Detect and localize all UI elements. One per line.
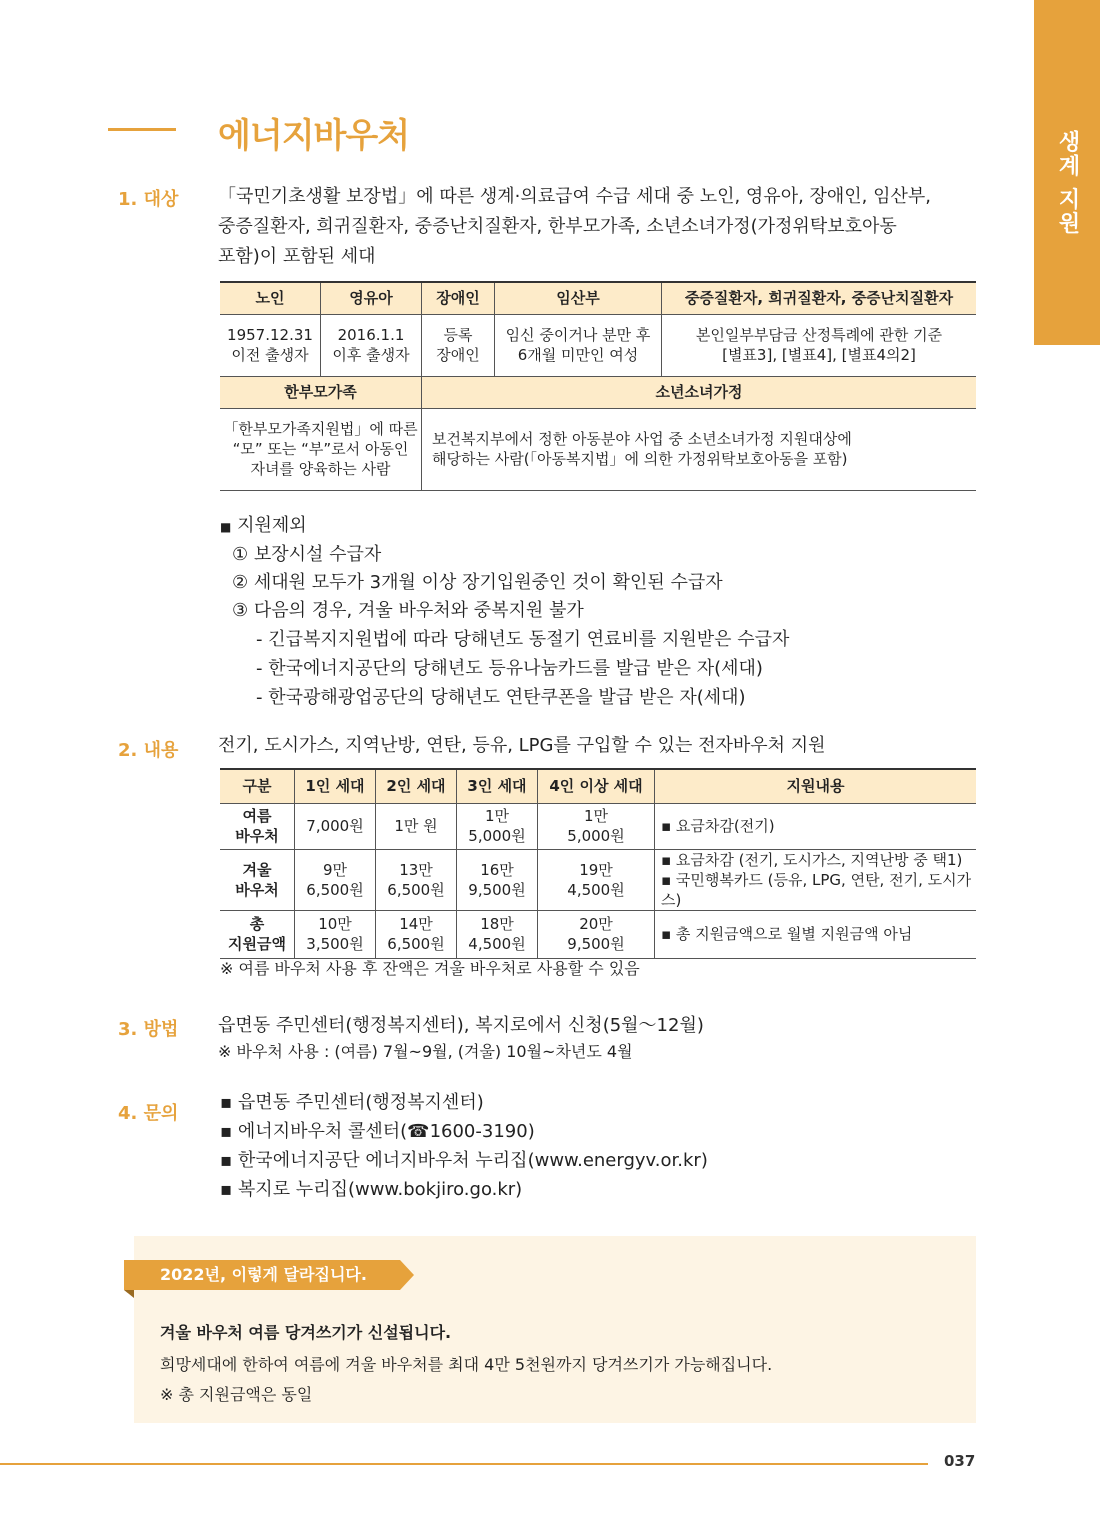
th-infant: 영유아 bbox=[321, 282, 422, 314]
exclusion-item-2: ② 세대원 모두가 3개월 이상 장기입원중인 것이 확인된 수급자 bbox=[232, 572, 723, 593]
contact-item-3: ▪ 한국에너지공단 에너지바우처 누리집(www.energyv.or.kr) bbox=[220, 1150, 708, 1171]
section-1-line-2: 중증질환자, 희귀질환자, 중증난치질환자, 한부모가족, 소년소녀가정(가정위탁보호아동 bbox=[218, 216, 897, 237]
section-2-label: 2. 내용 bbox=[118, 740, 179, 761]
cell-value: 1만 원 bbox=[376, 803, 457, 849]
th-single-parent: 한부모가족 bbox=[220, 376, 422, 408]
th-patient: 중증질환자, 희귀질환자, 중증난치질환자 bbox=[662, 282, 977, 314]
notice-note: ※ 총 지원금액은 동일 bbox=[160, 1385, 313, 1404]
th-4person: 4인 이상 세대 bbox=[538, 769, 655, 803]
cell-single-parent: 「한부모가족지원법」에 따른 “모” 또는 “부”로서 아동인 자녀를 양육하는 사람 bbox=[220, 408, 422, 490]
th-3person: 3인 세대 bbox=[457, 769, 538, 803]
notice-ribbon: 2022년, 이렇게 달라집니다. bbox=[124, 1260, 400, 1290]
table-row bbox=[220, 803, 976, 849]
exclusion-sub-2: - 한국에너지공단의 당해년도 등유나눔카드를 발급 받은 자(세대) bbox=[256, 658, 763, 679]
section-2-text: 전기, 도시가스, 지역난방, 연탄, 등유, LPG를 구입할 수 있는 전자바우처 지원 bbox=[218, 735, 826, 756]
th-pregnant: 임산부 bbox=[495, 282, 662, 314]
target-table bbox=[220, 281, 976, 491]
exclusion-item-1: ① 보장시설 수급자 bbox=[232, 544, 382, 565]
section-1-label: 1. 대상 bbox=[118, 189, 179, 210]
section-side-tab bbox=[1034, 0, 1100, 345]
row-total-label: 총 지원금액 bbox=[220, 910, 295, 958]
cell-infant: 2016.1.1 이후 출생자 bbox=[321, 314, 422, 376]
cell-desc: ▪ 요금차감(전기) bbox=[655, 803, 977, 849]
cell-patient: 본인일부부담금 산정특례에 관한 기준 [별표3], [별표4], [별표4의2] bbox=[662, 314, 977, 376]
cell-value: 20만 9,500원 bbox=[538, 910, 655, 958]
cell-disabled: 등록 장애인 bbox=[422, 314, 495, 376]
notice-headline: 겨울 바우처 여름 당겨쓰기가 신설됩니다. bbox=[160, 1323, 452, 1342]
section-3-note: ※ 바우처 사용 : (여름) 7월~9월, (겨울) 10월~차년도 4월 bbox=[218, 1042, 633, 1061]
section-3-text: 읍면동 주민센터(행정복지센터), 복지로에서 신청(5월～12월) bbox=[218, 1015, 704, 1036]
page-number: 037 bbox=[944, 1452, 976, 1470]
th-elderly: 노인 bbox=[220, 282, 321, 314]
section-2-note: ※ 여름 바우처 사용 후 잔액은 겨울 바우처로 사용할 수 있음 bbox=[220, 959, 640, 978]
cell-value: 13만 6,500원 bbox=[376, 849, 457, 910]
section-1-line-3: 포함)이 포함된 세대 bbox=[218, 246, 376, 267]
cell-desc: ▪ 총 지원금액으로 월별 지원금액 아님 bbox=[655, 910, 977, 958]
section-3-label: 3. 방법 bbox=[118, 1019, 179, 1040]
section-4-label: 4. 문의 bbox=[118, 1103, 179, 1124]
exclusion-sub-1: - 긴급복지지원법에 따라 당해년도 동절기 연료비를 지원받은 수급자 bbox=[256, 629, 790, 650]
th-2person: 2인 세대 bbox=[376, 769, 457, 803]
exclusion-sub-3: - 한국광해광업공단의 당해년도 연탄쿠폰을 발급 받은 자(세대) bbox=[256, 687, 746, 708]
cell-value: 16만 9,500원 bbox=[457, 849, 538, 910]
cell-value: 14만 6,500원 bbox=[376, 910, 457, 958]
th-child-household: 소년소녀가정 bbox=[422, 376, 977, 408]
exclusion-item-3: ③ 다음의 경우, 겨울 바우처와 중복지원 불가 bbox=[232, 600, 584, 621]
th-1person: 1인 세대 bbox=[295, 769, 376, 803]
page-title: 에너지바우처 bbox=[218, 116, 410, 156]
table-row bbox=[220, 849, 976, 910]
footer-line bbox=[0, 1463, 928, 1465]
notice-body: 희망세대에 한하여 여름에 겨울 바우처를 최대 4만 5천원까지 당겨쓰기가 가능해집니다. bbox=[160, 1355, 773, 1374]
cell-value: 10만 3,500원 bbox=[295, 910, 376, 958]
ribbon-fold bbox=[124, 1290, 134, 1298]
th-category: 구분 bbox=[220, 769, 295, 803]
th-support-content: 지원내용 bbox=[655, 769, 977, 803]
table-row bbox=[220, 910, 976, 958]
exclusion-heading: ■ 지원제외 bbox=[220, 515, 307, 536]
cell-desc: ▪ 요금차감 (전기, 도시가스, 지역난방 중 택1) ▪ 국민행복카드 (등유, LPG, 연탄, 전기, 도시가스) bbox=[655, 849, 977, 910]
row-summer-label: 여름 바우처 bbox=[220, 803, 295, 849]
cell-value: 19만 4,500원 bbox=[538, 849, 655, 910]
cell-elderly: 1957.12.31 이전 출생자 bbox=[220, 314, 321, 376]
cell-value: 1만 5,000원 bbox=[457, 803, 538, 849]
section-1-line-1: 「국민기초생활 보장법」에 따른 생계·의료급여 수급 세대 중 노인, 영유아, 장애인, 임산부, bbox=[218, 186, 932, 207]
side-tab-label: 생계 지원 bbox=[1055, 130, 1080, 236]
cell-child-household: 보건복지부에서 정한 아동분야 사업 중 소년소녀가정 지원대상에 해당하는 사람(「아동복지법」에 의한 가정위탁보호아동을 포함) bbox=[422, 408, 977, 490]
cell-value: 1만 5,000원 bbox=[538, 803, 655, 849]
contact-item-1: ▪ 읍면동 주민센터(행정복지센터) bbox=[220, 1092, 484, 1113]
cell-pregnant: 임신 중이거나 분만 후 6개월 미만인 여성 bbox=[495, 314, 662, 376]
th-disabled: 장애인 bbox=[422, 282, 495, 314]
row-winter-label: 겨울 바우처 bbox=[220, 849, 295, 910]
cell-value: 18만 4,500원 bbox=[457, 910, 538, 958]
support-table bbox=[220, 768, 976, 959]
title-accent-line bbox=[108, 128, 176, 131]
cell-value: 9만 6,500원 bbox=[295, 849, 376, 910]
contact-item-4: ▪ 복지로 누리집(www.bokjiro.go.kr) bbox=[220, 1179, 523, 1200]
cell-value: 7,000원 bbox=[295, 803, 376, 849]
contact-item-2: ▪ 에너지바우처 콜센터(☎1600-3190) bbox=[220, 1121, 535, 1142]
